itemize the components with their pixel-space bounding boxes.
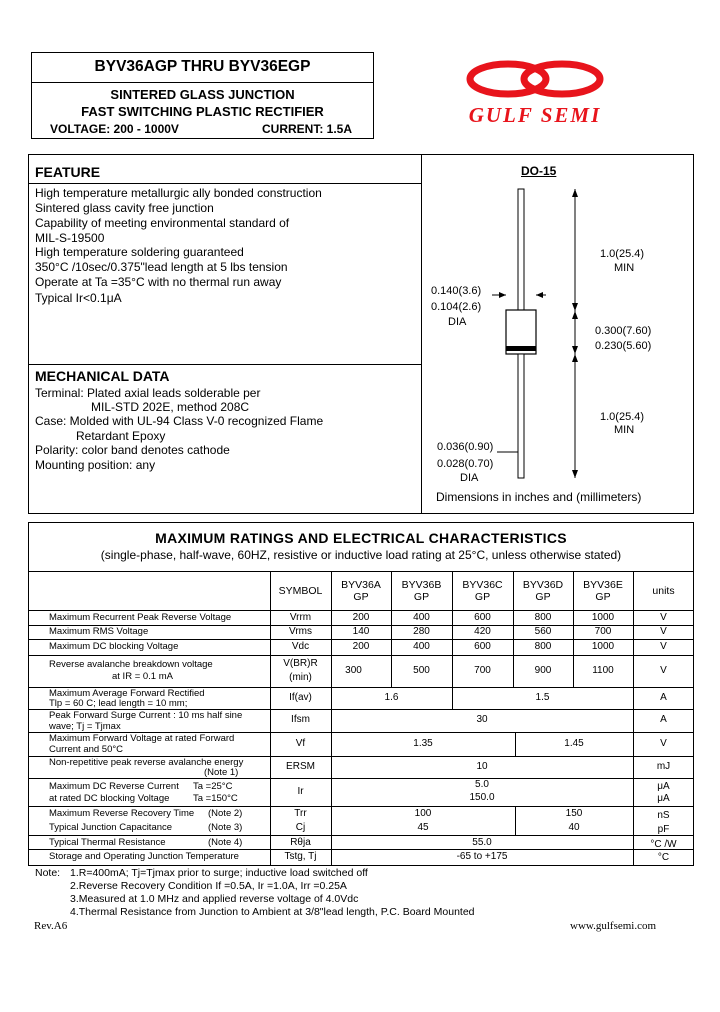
row-unit: V xyxy=(660,612,667,623)
lead-length-top-min: MIN xyxy=(614,262,635,274)
part-title: BYV36AGP THRU BYV36EGP xyxy=(94,58,311,75)
row-label: Maximum Recurrent Peak Reverse Voltage xyxy=(49,612,232,623)
body-dia-max: 0.140(3.6) xyxy=(431,285,482,297)
row-value: 420 xyxy=(474,626,491,637)
lead-dia-label: DIA xyxy=(460,472,479,484)
row-symbol-line2: (min) xyxy=(289,672,312,683)
col-header-a xyxy=(331,579,391,603)
row-value: 600 xyxy=(474,641,491,652)
row-label: Maximum DC Reverse Current xyxy=(49,781,179,792)
row-label: Maximum Average Forward Rectified xyxy=(49,688,205,699)
row-label-line2: (Note 1) xyxy=(204,767,239,778)
row-value: 10 xyxy=(476,761,488,772)
mechanical-line: Polarity: color band denotes cathode xyxy=(35,443,230,457)
row-label-line2: at IR = 0.1 mA xyxy=(112,671,173,682)
row-value: 700 xyxy=(474,665,491,676)
note-line: 2.Reverse Recovery Condition If =0.5A, Ir =1.0A, Irr =0.25A xyxy=(70,880,347,892)
note-line: 4.Thermal Resistance from Junction to Ambient at 3/8"lead length, P.C. Board Mounted xyxy=(70,906,475,918)
body-dia-label: DIA xyxy=(448,316,467,328)
lead-length-top: 1.0(25.4) xyxy=(600,248,645,260)
row-note: (Note 2) xyxy=(208,808,243,819)
lead-length-bottom: 1.0(25.4) xyxy=(600,411,645,423)
row-label: Peak Forward Surge Current : 10 ms half sine xyxy=(49,710,243,721)
row-value: 280 xyxy=(413,626,430,637)
row-value: 600 xyxy=(474,612,491,623)
row-unit: A xyxy=(660,714,667,725)
row-symbol: If(av) xyxy=(289,692,312,703)
revision: Rev.A6 xyxy=(34,920,68,932)
row-label-line2: Tlp = 60 C; lead length = 10 mm; xyxy=(49,698,188,709)
row-condition: Ta =25°C xyxy=(193,781,233,792)
row-symbol: Rθja xyxy=(290,837,311,848)
row-label-line2: Current and 50°C xyxy=(49,744,124,755)
row-value: 500 xyxy=(413,665,430,676)
row-value: 700 xyxy=(594,626,612,637)
row-label: Maximum DC blocking Voltage xyxy=(49,641,179,652)
row-value: 1000 xyxy=(591,612,615,623)
row-unit: A xyxy=(660,692,667,703)
row-unit-line2: μA xyxy=(657,793,670,804)
col-header-c-suffix: GP xyxy=(474,591,491,603)
row-value: 200 xyxy=(352,641,370,652)
row-condition-line2: Ta =150°C xyxy=(193,793,238,804)
row-value: 30 xyxy=(476,714,488,725)
row-value: 1100 xyxy=(592,665,614,676)
row-unit: mJ xyxy=(656,761,671,772)
row-symbol: Vrms xyxy=(289,626,312,637)
row-unit: pF xyxy=(657,824,670,835)
row-symbol: Tstg, Tj xyxy=(284,851,317,862)
row-symbol: Trr xyxy=(294,808,307,819)
note-line: 3.Measured at 1.0 MHz and applied reverse voltage of 4.0Vdc xyxy=(70,893,359,905)
row-symbol: Vf xyxy=(295,738,306,749)
row-label: Maximum Forward Voltage at rated Forward xyxy=(49,733,235,744)
row-symbol: Vrrm xyxy=(289,612,312,623)
row-label-line2: at rated DC blocking Voltage xyxy=(49,793,170,804)
feature-line: Sintered glass cavity free junction xyxy=(35,201,214,215)
feature-line: Typical Ir<0.1μA xyxy=(35,291,122,305)
row-unit: μA xyxy=(657,781,670,792)
row-unit: V xyxy=(660,641,667,652)
col-header-b-part: BYV36B xyxy=(401,579,442,591)
lead-length-bottom-min: MIN xyxy=(614,424,635,436)
row-value: 400 xyxy=(413,641,430,652)
row-value: 300 xyxy=(345,665,362,676)
row-value: 1.5 xyxy=(535,692,550,703)
table-title: MAXIMUM RATINGS AND ELECTRICAL CHARACTERISTICS xyxy=(155,530,567,546)
col-header-a-suffix: GP xyxy=(353,591,369,603)
dimensions-caption: Dimensions in inches and (millimeters) xyxy=(436,490,642,504)
col-units-header: units xyxy=(652,585,675,597)
row-value: 1000 xyxy=(591,641,615,652)
col-header-d-part: BYV36D xyxy=(522,579,564,591)
row-label: Non-repetitive peak reverse avalanche energy xyxy=(49,757,244,768)
row-value: 45 xyxy=(417,822,429,833)
table-subtitle: (single-phase, half-wave, 60HZ, resistive or inductive load rating at 25°C, unless otherwise stated) xyxy=(100,548,622,562)
row-label: Typical Thermal Resistance xyxy=(49,837,166,848)
row-symbol: Ifsm xyxy=(291,714,310,725)
row-value: 900 xyxy=(534,665,552,676)
current-rating: CURRENT: 1.5A xyxy=(262,122,353,136)
feature-line: High temperature metallurgic ally bonded construction xyxy=(35,186,322,200)
note-line: 1.R=400mA; Tj=Tjmax prior to surge; inductive load switched off xyxy=(70,867,368,879)
row-unit: V xyxy=(660,738,667,749)
voltage-rating: VOLTAGE: 200 - 1000V xyxy=(50,122,179,136)
lead-dia-min: 0.028(0.70) xyxy=(437,458,494,470)
feature-heading: FEATURE xyxy=(35,164,101,180)
body-dia-min: 0.104(2.6) xyxy=(431,301,482,313)
mechanical-line: Terminal: Plated axial leads solderable per xyxy=(35,386,261,400)
website-link[interactable]: www.gulfsemi.com xyxy=(570,920,657,932)
row-label-line2: wave; Tj = Tjmax xyxy=(49,721,121,732)
feature-line: MIL-S-19500 xyxy=(35,231,105,245)
mechanical-heading: MECHANICAL DATA xyxy=(35,368,170,384)
col-header-c-part: BYV36C xyxy=(462,579,503,591)
feature-line: Operate at Ta =35°C with no thermal run away xyxy=(35,275,282,289)
header-line1: SINTERED GLASS JUNCTION xyxy=(110,87,295,102)
header-line2: FAST SWITCHING PLASTIC RECTIFIER xyxy=(81,104,324,119)
mechanical-line: Mounting position: any xyxy=(35,458,156,472)
row-value: 560 xyxy=(534,626,552,637)
row-value: 400 xyxy=(413,612,430,623)
row-symbol: ERSM xyxy=(286,761,315,772)
row-label: Storage and Operating Junction Temperature xyxy=(49,851,239,862)
row-value-line2: 150.0 xyxy=(469,792,495,803)
row-value: 1.35 xyxy=(413,738,433,749)
mechanical-line: Retardant Epoxy xyxy=(76,429,166,443)
body-length-min: 0.230(5.60) xyxy=(595,340,652,352)
row-unit: °C /W xyxy=(650,839,677,850)
row-value: 55.0 xyxy=(472,837,492,848)
col-header-c xyxy=(452,579,513,603)
row-value: 150 xyxy=(565,808,583,819)
feature-line: 350°C /10sec/0.375"lead length at 5 lbs tension xyxy=(35,260,288,274)
row-label: Reverse avalanche breakdown voltage xyxy=(49,659,213,670)
row-note: (Note 3) xyxy=(208,822,243,833)
col-header-e-part: BYV36E xyxy=(583,579,623,591)
col-header-d-suffix: GP xyxy=(535,591,551,603)
lead-dia-max: 0.036(0.90) xyxy=(437,441,494,453)
row-value: 5.0 xyxy=(475,779,489,790)
row-label: Maximum Reverse Recovery Time xyxy=(49,808,195,819)
row-value: 1.45 xyxy=(564,738,584,749)
body-length-max: 0.300(7.60) xyxy=(595,325,652,337)
row-unit: °C xyxy=(657,852,670,863)
row-value: 800 xyxy=(534,641,552,652)
row-value: 100 xyxy=(414,808,432,819)
col-header-d xyxy=(513,579,573,603)
col-header-e-suffix: GP xyxy=(595,591,611,603)
feature-line: High temperature soldering guaranteed xyxy=(35,245,244,259)
feature-line: Capability of meeting environmental standard of xyxy=(35,216,290,230)
row-symbol: Cj xyxy=(295,822,306,833)
col-symbol-header: SYMBOL xyxy=(278,585,323,597)
col-header-b-suffix: GP xyxy=(413,591,430,603)
col-header-e xyxy=(573,579,633,603)
row-symbol: Ir xyxy=(297,786,304,797)
col-header-a-part: BYV36A xyxy=(341,579,381,591)
notes-label: Note: xyxy=(35,867,61,879)
package-name: DO-15 xyxy=(521,164,557,178)
mechanical-line: MIL-STD 202E, method 208C xyxy=(91,400,250,414)
logo-wordmark: GULF SEMI xyxy=(468,103,602,127)
row-symbol: V(BR)R xyxy=(283,658,318,669)
row-value: 1.6 xyxy=(384,692,399,703)
row-value: 200 xyxy=(352,612,370,623)
row-value: 140 xyxy=(352,626,370,637)
row-unit: V xyxy=(660,626,667,637)
row-label: Maximum RMS Voltage xyxy=(49,626,149,637)
row-value: 40 xyxy=(568,822,580,833)
mechanical-line: Case: Molded with UL-94 Class V-0 recognized Flame xyxy=(35,414,324,428)
row-label: Typical Junction Capacitance xyxy=(49,822,173,833)
row-unit: V xyxy=(660,665,667,676)
row-unit: nS xyxy=(657,810,670,821)
row-value: -65 to +175 xyxy=(456,851,508,862)
row-note: (Note 4) xyxy=(208,837,243,848)
row-symbol: Vdc xyxy=(291,641,310,652)
row-value: 800 xyxy=(534,612,552,623)
col-header-b xyxy=(391,579,452,603)
